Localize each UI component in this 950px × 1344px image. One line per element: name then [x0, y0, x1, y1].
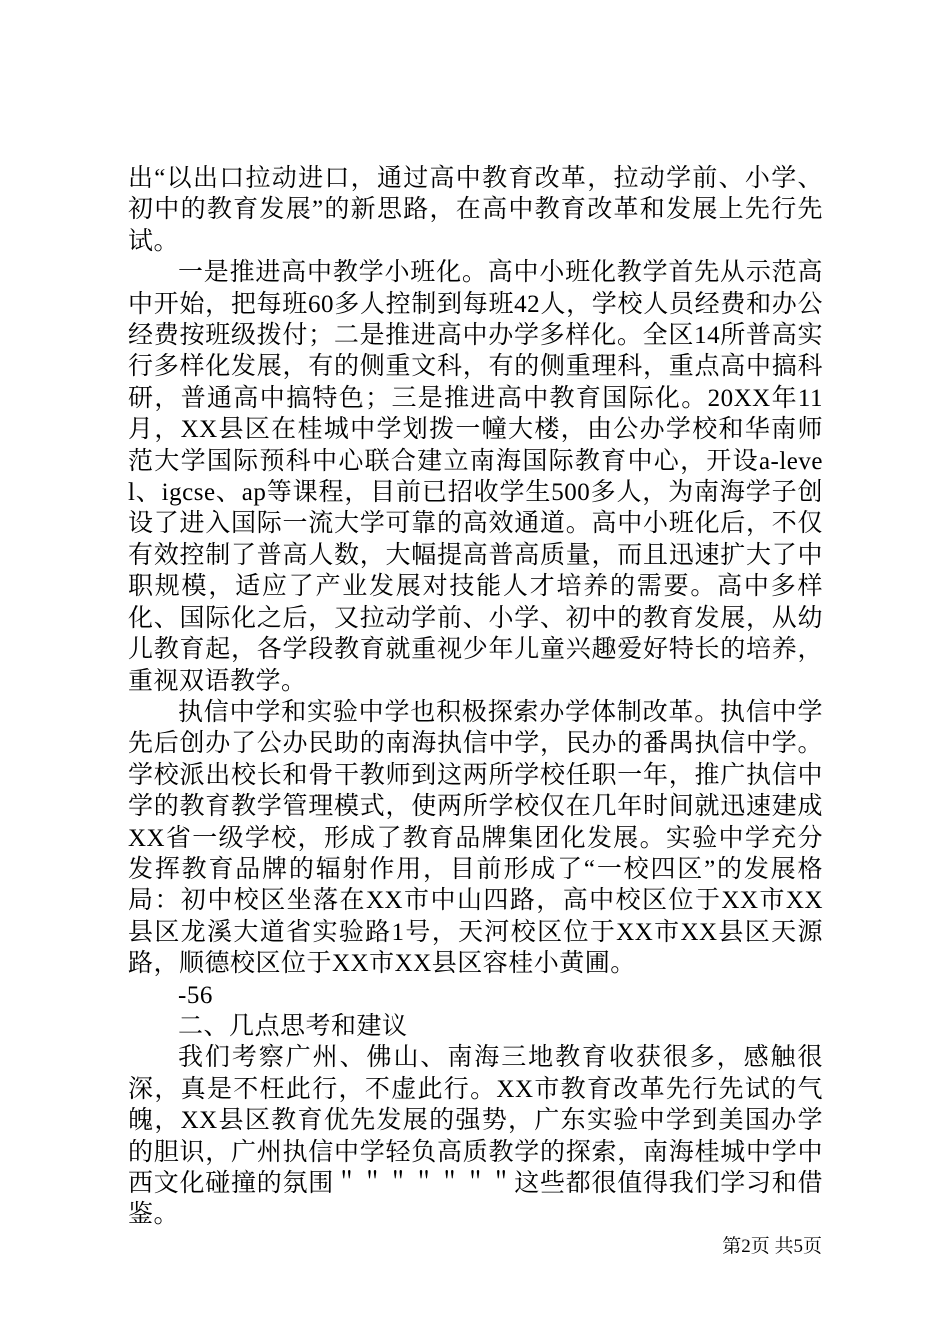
paragraph: 出“以出口拉动进口，通过高中教育改革，拉动学前、小学、初中的教育发展”的新思路，在高中教育改革和发展上先行先试。: [128, 165, 823, 255]
document-body: [128, 163, 823, 1231]
page-number-text: 第2页 共5页: [722, 1236, 822, 1257]
paragraph: -56: [178, 981, 213, 1009]
page-footer: [722, 1236, 822, 1258]
paragraph: 我们考察广州、佛山、南海三地教育收获很多，感触很深，真是不枉此行，不虚此行。XX市教育改革先行先试的气魄，XX县区教育优先发展的强势，广东实验中学到美国办学的胆识，广州执信中学轻负高质教学的探索，南海桂城中学中西文化碰撞的氛围＂＂＂＂＂＂＂这些都很值得我们学习和借鉴。: [128, 1044, 823, 1229]
paragraph: 二、几点思考和建议: [178, 1012, 408, 1040]
paragraph: 执信中学和实验中学也积极探索办学体制改革。执信中学先后创办了公办民助的南海执信中学，民办的番禺执信中学。学校派出校长和骨干教师到这两所学校任职一年，推广执信中学的教育教学管理模式，使两所学校仅在几年时间就迅速建成XX省一级学校，形成了教育品牌集团化发展。实验中学充分发挥教育品牌的辐射作用，目前形成了“一校四区”的发展格局：初中校区坐落在XX市中山四路，高中校区位于XX市XX县区龙溪大道省实验路1号，天河校区位于XX市XX县区天源路，顺德校区位于XX市XX县区容桂小黄圃。: [128, 698, 823, 978]
paragraph: 一是推进高中教学小班化。高中小班化教学首先从示范高中开始，把每班60多人控制到每班42人，学校人员经费和办公经费按班级拨付；二是推进高中办学多样化。全区14所普高实行多样化发展，有的侧重文科，有的侧重理科，重点高中搞科研，普通高中搞特色；三是推进高中教育国际化。20XX年11月，XX县区在桂城中学划拨一幢大楼，由公办学校和华南师范大学国际预科中心联合建立南海国际教育中心，开设a-level、igcse、ap等课程，目前已招收学生500多人，为南海学子创设了进入国际一流大学可靠的高效通道。高中小班化后，不仅有效控制了普高人数，大幅提高普高质量，而且迅速扩大了中职规模，适应了产业发展对技能人才培养的需要。高中多样化、国际化之后，又拉动学前、小学、初中的教育发展，从幼儿教育起，各学段教育就重视少年儿童兴趣爱好特长的培养，重视双语教学。: [128, 259, 823, 695]
